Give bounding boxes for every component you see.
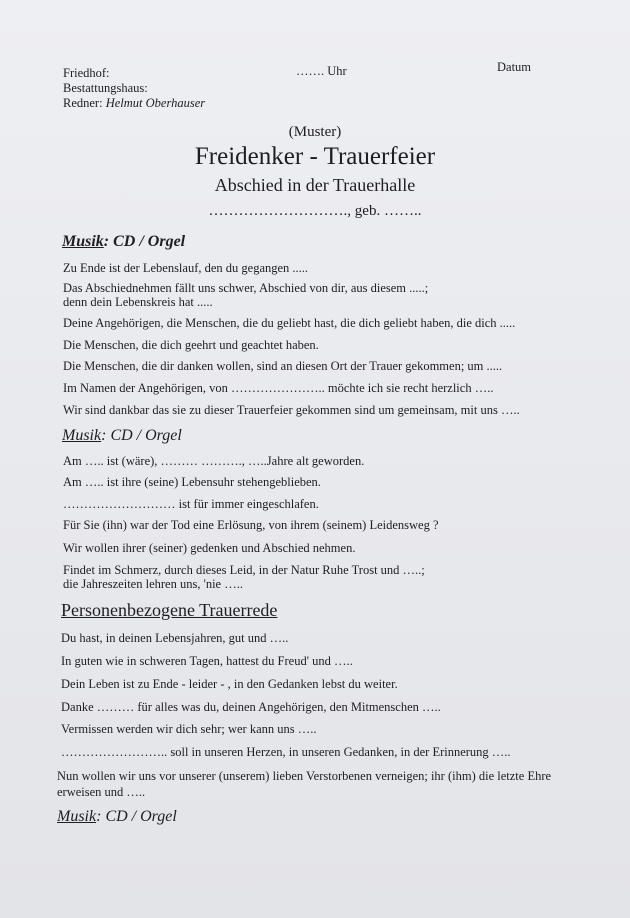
musik-word: Musik [62,427,102,444]
text-line: Das Abschiednehmen fällt uns schwer, Abschied von dir, aus diesem .....; [63,281,429,295]
musik-heading-1 [62,233,185,251]
text-line: Die Menschen, die dir danken wollen, sind an diesen Ort der Trauer gekommen; um ..... [63,359,503,373]
musik-rest: : CD / Orgel [96,808,177,825]
redner-label: Redner: [63,96,103,110]
name-birth-line: ………………………., geb. …….. [208,203,422,219]
text-line: denn dein Lebenskreis hat ..... [63,295,213,309]
text-line: Deine Angehörigen, die Menschen, die du geliebt hast, die dich geliebt haben, die dich ..... [63,316,516,330]
uhr-field: ……. Uhr [296,64,347,78]
text-line: Zu Ende ist der Lebenslauf, den du gegangen ..... [63,261,309,275]
text-line: Am ….. ist (wäre), ……… ………., …..Jahre alt geworden. [63,454,365,468]
text-line: …………………….. soll in unseren Herzen, in unseren Gedanken, in der Erinnerung ….. [61,745,511,759]
text-line: Danke ……… für alles was du, deinen Angehörigen, den Mitmenschen ….. [61,700,441,714]
bestattungshaus-label: Bestattungshaus: [63,81,148,95]
musik-word: Musik [62,233,104,250]
text-line: Nun wollen wir uns vor unserer (unserem) lieben Verstorbenen verneigen; ihr (ihm) die letzte Ehre [57,769,552,783]
text-line: Wir sind dankbar das sie zu dieser Trauerfeier gekommen sind um gemeinsam, mit uns ….. [63,403,520,417]
musik-word: Musik [57,808,97,825]
musik-rest: : CD / Orgel [103,233,186,250]
text-line: Du hast, in deinen Lebensjahren, gut und ….. [61,631,289,645]
text-line: Dein Leben ist zu Ende - leider - , in den Gedanken lebst du weiter. [61,677,398,691]
text-line: ……………………… ist für immer eingeschlafen. [63,497,319,511]
redner-line [63,96,205,111]
redner-name: Helmut Oberhauser [105,96,206,110]
section-heading-trauerrede: Personenbezogene Trauerrede [61,600,278,620]
text-line: In guten wie in schweren Tagen, hattest du Freud' und ….. [61,654,353,668]
musik-heading-2 [62,427,182,445]
text-line: Die Menschen, die dich geehrt und geachtet haben. [63,338,319,352]
text-line: Im Namen der Angehörigen, von ………………….. möchte ich sie recht herzlich ….. [63,381,494,395]
text-line: erweisen und ….. [57,785,146,799]
musik-heading-3 [57,808,177,826]
text-line: Vermissen werden wir dich sehr; wer kann uns ….. [61,722,317,736]
text-line: die Jahreszeiten lehren uns, 'nie ….. [63,577,243,591]
page-title: Freidenker - Trauerfeier [194,143,436,170]
text-line: Für Sie (ihn) war der Tod eine Erlösung, von ihrem (seinem) Leidensweg ? [63,518,439,532]
text-line: Am ….. ist ihre (seine) Lebensuhr stehengeblieben. [63,475,321,489]
friedhof-label: Friedhof: [63,66,110,80]
page-subtitle: Abschied in der Trauerhalle [214,175,416,195]
datum-label: Datum [497,60,532,74]
muster-label: (Muster) [288,124,342,140]
musik-rest: : CD / Orgel [101,427,182,444]
text-line: Wir wollen ihrer (seiner) gedenken und Abschied nehmen. [63,541,356,555]
text-line: Findet im Schmerz, durch dieses Leid, in der Natur Ruhe Trost und …..; [63,563,425,577]
